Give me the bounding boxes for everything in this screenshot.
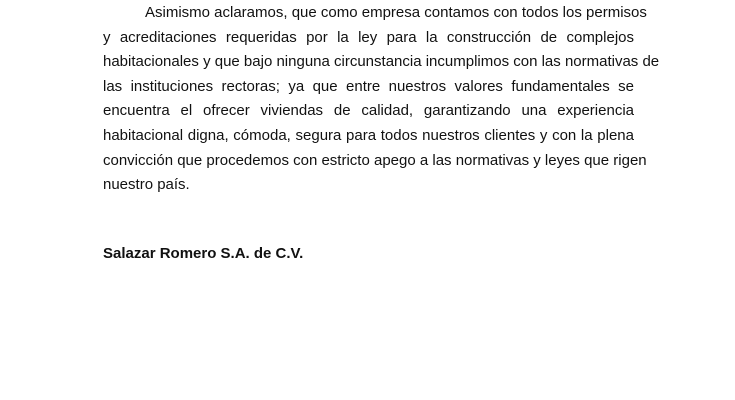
paragraph-line: habitacionales y que bajo ninguna circunstancia incumplimos con las normativas de — [103, 53, 660, 71]
paragraph-line: encuentra el ofrecer viviendas de calidad, garantizando una experiencia — [103, 102, 634, 120]
paragraph-line: habitacional digna, cómoda, segura para todos nuestros clientes y con la plena — [103, 126, 634, 144]
paragraph-line: nuestro país. — [103, 176, 190, 194]
paragraph-line: convicción que procedemos con estricto apego a las normativas y leyes que rigen — [103, 151, 647, 169]
body-paragraph — [103, 1, 660, 198]
paragraph-line: y acreditaciones requeridas por la ley para la construcción de complejos — [103, 28, 634, 46]
paragraph-line: las instituciones rectoras; ya que entre nuestros valores fundamentales se — [103, 77, 634, 95]
paragraph-line: Asimismo aclaramos, que como empresa contamos con todos los permisos — [145, 4, 647, 21]
company-signature: Salazar Romero S.A. de C.V. — [103, 245, 304, 262]
